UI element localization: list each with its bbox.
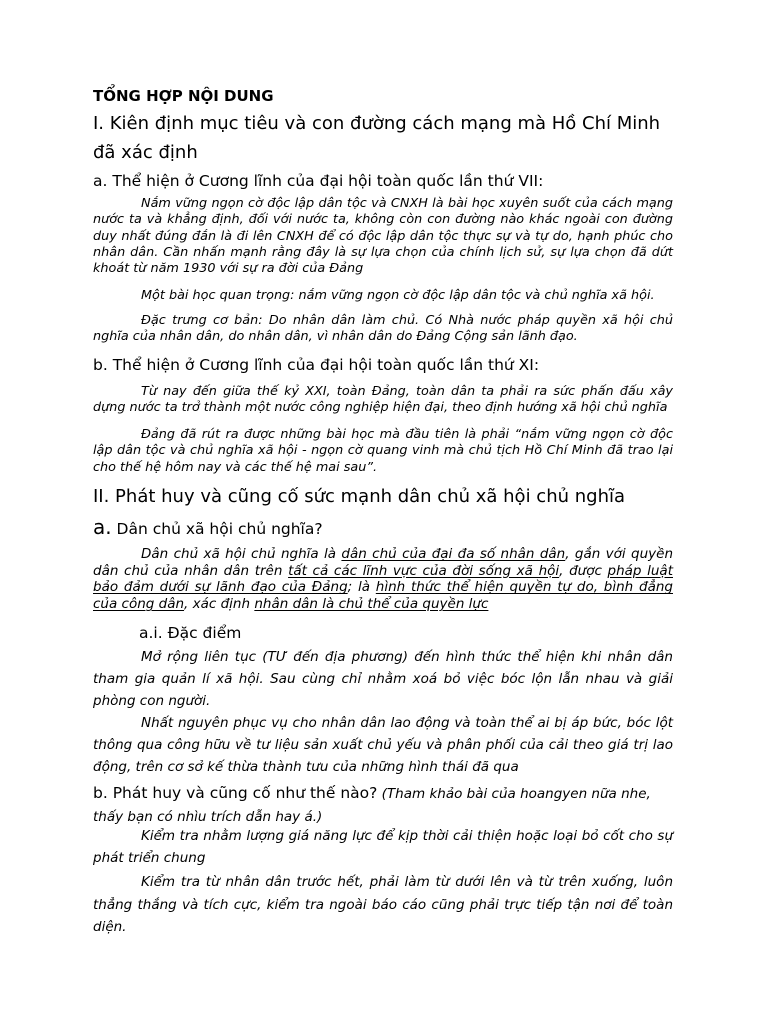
section-2a-heading bbox=[93, 514, 673, 542]
section-1-heading: I. Kiên định mục tiêu và con đường cách mạng mà Hồ Chí Minh đã xác định bbox=[93, 113, 661, 163]
section-2b-note: (Tham khảo bài của hoangyen nữa nhe, thấy bạn có nhìu trích dẫn hay á.) bbox=[93, 786, 651, 825]
section-2a-definition bbox=[93, 546, 673, 613]
section-1a-paragraph-3: Đặc trưng cơ bản: Do nhân dân làm chủ. Có Nhà nước pháp quyền xã hội chủ nghĩa của nhân dân, do nhân dân, vì nhân dân do Đảng Cộng sản lãnh đạo. bbox=[93, 313, 673, 345]
section-2b-heading bbox=[93, 782, 673, 828]
section-2b-paragraph-1: Kiểm tra nhằm lượng giá năng lực để kịp thời cải thiện hoặc loại bỏ cốt cho sự phát triển chung bbox=[93, 828, 673, 866]
document-title: TỔNG HỢP NỘI DUNG bbox=[93, 87, 274, 105]
section-1a-heading: a. Thể hiện ở Cương lĩnh của đại hội toàn quốc lần thứ VII: bbox=[93, 172, 544, 190]
definition-segment-underlined: dân chủ của đại đa số nhân dân bbox=[341, 546, 566, 562]
definition-segment: , xác định bbox=[184, 596, 255, 613]
feature-paragraph-2: Nhất nguyên phục vụ cho nhân dân lao động và toàn thể ai bị áp bức, bóc lột thông qua công hữu về tư liệu sản xuất chủ yếu và phân phối của cải theo giá trị lao động, trên cơ sở kế thừa thành tưu của những hình thái đã qua bbox=[93, 715, 673, 775]
section-1a-paragraph-2: Một bài học quan trọng: nắm vững ngọn cờ độc lập dân tộc và chủ nghĩa xã hội. bbox=[141, 288, 655, 303]
definition-segment-underlined: nhân dân là chủ thể của quyền lực bbox=[254, 596, 489, 613]
section-1b-paragraph-1: Từ nay đến giữa thế kỷ XXI, toàn Đảng, toàn dân ta phải ra sức phấn đấu xây dựng nước ta trở thành một nước công nghiệp hiện đại, theo định hướng xã hội chủ nghĩa bbox=[93, 384, 673, 416]
section-1a-paragraph-1: Nắm vững ngọn cờ độc lập dân tộc và CNXH là bài học xuyên suốt của cách mạng nước ta và khẳng định, đối với nước ta, không còn con đường nào khác ngoài con đường duy nhất đúng đắn là đi lên CNXH để có độc lập dân tộc thực sự và tự do, hạnh phúc cho nhân dân. Cần nhấn mạnh rằng đây là sự lựa chọn của chính lịch sử, sự lựa chọn đã dứt khoát từ năm 1930 với sự ra đời của Đảng bbox=[93, 196, 673, 277]
feature-paragraph-1: Mở rộng liên tục (TƯ đến địa phương) đến hình thức thể hiện khi nhân dân tham gia quản lí xã hội. Sau cùng chỉ nhằm xoá bỏ việc bóc lộn lẫn nhau và giải phòng con người. bbox=[93, 649, 673, 709]
section-2a-heading-text: Dân chủ xã hội chủ nghĩa? bbox=[111, 520, 323, 538]
section-1b-paragraph-2: Đảng đã rút ra được những bài học mà đầu tiên là phải “nắm vững ngọn cờ độc lập dân tộc và chủ nghĩa xã hội - ngọn cờ quang vinh mà chủ tịch Hồ Chí Minh đã trao lại cho thế hệ hôm nay và các thế hệ mai sau”. bbox=[93, 427, 673, 475]
section-2a-marker: a. bbox=[93, 515, 112, 539]
definition-segment-underlined: pháp luật bảo đảm dưới sự lãnh đạo của Đảng bbox=[93, 562, 673, 596]
definition-segment: , được bbox=[559, 562, 608, 579]
definition-segment-underlined: hình thức thể hiện quyền tự do, bình đẳng của công dân bbox=[93, 579, 673, 613]
section-2b-paragraph-2: Kiểm tra từ nhân dân trước hết, phải làm từ dưới lên và từ trên xuống, luôn thẳng thắng và tích cực, kiểm tra ngoài báo cáo cũng phải trực tiếp tận nơi để toàn diện. bbox=[93, 874, 673, 935]
section-2-heading: II. Phát huy và cũng cố sức mạnh dân chủ xã hội chủ nghĩa bbox=[93, 486, 626, 507]
definition-segment: , gắn với quyền dân chủ của nhân dân trên bbox=[93, 546, 673, 579]
definition-segment: ; là bbox=[347, 579, 376, 596]
definition-segment-underlined: tất cả các lĩnh vực của đời sống xã hội bbox=[288, 562, 560, 579]
section-2a-subheading: a.i. Đặc điểm bbox=[139, 624, 242, 642]
definition-segment: Dân chủ xã hội chủ nghĩa là bbox=[141, 546, 342, 562]
section-2b-heading-text: b. Phát huy và cũng cố như thế nào? bbox=[93, 784, 378, 802]
section-1b-heading: b. Thể hiện ở Cương lĩnh của đại hội toàn quốc lần thứ XI: bbox=[93, 356, 540, 374]
